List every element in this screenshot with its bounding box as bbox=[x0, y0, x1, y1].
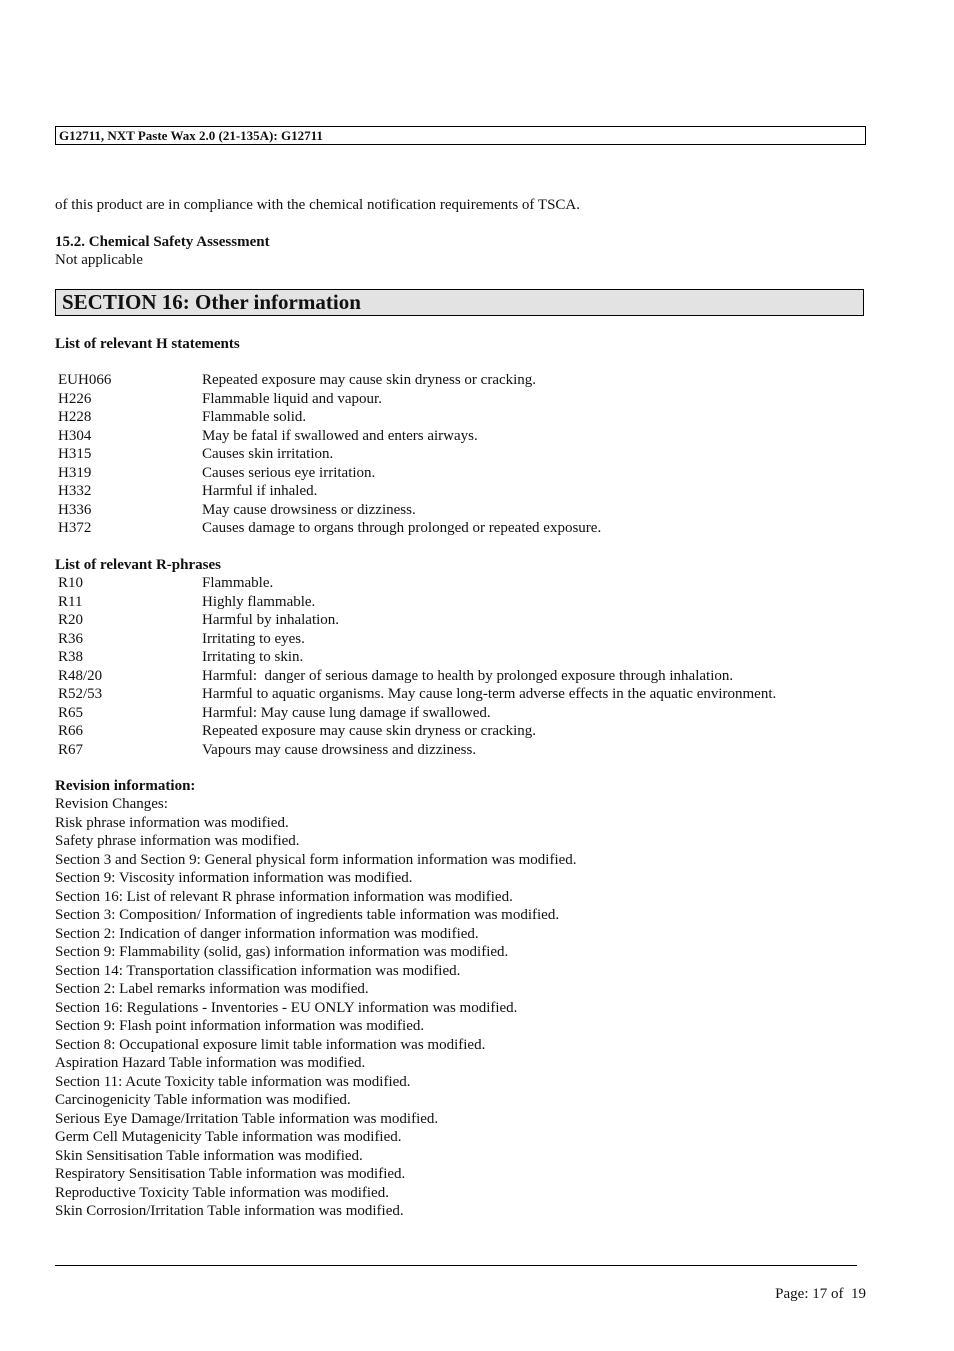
product-title: G12711, NXT Paste Wax 2.0 (21-135A): G12711 bbox=[59, 128, 323, 143]
r-text: Vapours may cause drowsiness and dizziness. bbox=[202, 741, 477, 758]
page-number: Page: 17 of 19 bbox=[775, 1286, 866, 1302]
h-code: EUH066 bbox=[58, 372, 112, 388]
r-text: Harmful: May cause lung damage if swallowed. bbox=[202, 704, 491, 721]
r-code: R10 bbox=[58, 575, 84, 591]
r-code: R20 bbox=[58, 612, 84, 628]
revision-line: Carcinogenicity Table information was modified. bbox=[55, 1092, 351, 1108]
revision-line: Risk phrase information was modified. bbox=[55, 814, 289, 831]
r-code: R11 bbox=[58, 593, 83, 610]
r-text: Repeated exposure may cause skin dryness or cracking. bbox=[202, 723, 537, 739]
revision-line: Section 8: Occupational exposure limit table information was modified. bbox=[55, 1036, 486, 1053]
h-text: Flammable solid. bbox=[202, 409, 307, 425]
h-code: H315 bbox=[58, 446, 92, 462]
revision-heading: Revision information: bbox=[55, 778, 196, 794]
r-text: Harmful: danger of serious damage to health by prolonged exposure through inhalation. bbox=[202, 667, 734, 684]
r-code: R66 bbox=[58, 723, 84, 739]
h-text: Repeated exposure may cause skin dryness or cracking. bbox=[202, 372, 537, 388]
r-code: R52/53 bbox=[58, 686, 103, 702]
revision-line: Section 3: Composition/ Information of ingredients table information was modified. bbox=[55, 907, 560, 923]
revision-line: Germ Cell Mutagenicity Table information was modified. bbox=[55, 1129, 402, 1145]
h-code: H304 bbox=[58, 427, 92, 444]
h-code: H226 bbox=[58, 390, 92, 407]
r-code: R38 bbox=[58, 649, 84, 665]
h-statements-heading: List of relevant H statements bbox=[55, 336, 240, 352]
revision-line: Section 16: List of relevant R phrase information information was modified. bbox=[55, 888, 513, 905]
r-text: Highly flammable. bbox=[202, 593, 316, 610]
revision-line: Section 16: Regulations - Inventories - EU ONLY information was modified. bbox=[55, 999, 518, 1016]
r-text: Harmful to aquatic organisms. May cause long-term adverse effects in the aquatic environment. bbox=[202, 686, 777, 702]
r-phrases-heading: List of relevant R-phrases bbox=[55, 557, 221, 573]
revision-line: Aspiration Hazard Table information was modified. bbox=[55, 1055, 366, 1071]
h-text: Causes skin irritation. bbox=[202, 446, 334, 462]
r-code: R48/20 bbox=[58, 667, 103, 684]
h-text: Causes serious eye irritation. bbox=[202, 464, 376, 481]
section-title: SECTION 16: Other information bbox=[62, 290, 361, 314]
revision-line: Section 2: Indication of danger information information was modified. bbox=[55, 925, 479, 942]
revision-line: Section 14: Transportation classification information was modified. bbox=[55, 962, 461, 979]
revision-line: Safety phrase information was modified. bbox=[55, 833, 300, 849]
h-code: H228 bbox=[58, 409, 92, 425]
revision-line: Revision Changes: bbox=[55, 796, 168, 812]
revision-line: Serious Eye Damage/Irritation Table information was modified. bbox=[55, 1110, 439, 1127]
r-code: R36 bbox=[58, 630, 84, 647]
r-text: Irritating to eyes. bbox=[202, 630, 305, 647]
h-code: H319 bbox=[58, 464, 92, 481]
h-code: H336 bbox=[58, 501, 92, 518]
document-header bbox=[55, 126, 866, 145]
r-text: Irritating to skin. bbox=[202, 649, 304, 665]
revision-line: Skin Corrosion/Irritation Table information was modified. bbox=[55, 1203, 404, 1219]
h-text: Causes damage to organs through prolonged or repeated exposure. bbox=[202, 520, 602, 536]
r-text: Flammable. bbox=[202, 575, 274, 591]
r-code: R65 bbox=[58, 704, 84, 721]
revision-line: Section 9: Viscosity information information was modified. bbox=[55, 870, 413, 886]
revision-line: Section 11: Acute Toxicity table information was modified. bbox=[55, 1073, 411, 1090]
revision-line: Section 9: Flammability (solid, gas) information information was modified. bbox=[55, 944, 509, 960]
chemical-safety-heading: 15.2. Chemical Safety Assessment bbox=[55, 234, 270, 250]
h-text: Harmful if inhaled. bbox=[202, 483, 318, 499]
revision-line: Section 3 and Section 9: General physical form information information was modified. bbox=[55, 851, 577, 868]
revision-line: Skin Sensitisation Table information was modified. bbox=[55, 1147, 363, 1164]
tsca-compliance-text: of this product are in compliance with the chemical notification requirements of TSCA. bbox=[55, 197, 580, 213]
footer-divider bbox=[55, 1265, 857, 1266]
h-code: H332 bbox=[58, 483, 92, 499]
chemical-safety-value: Not applicable bbox=[55, 252, 143, 268]
revision-line: Respiratory Sensitisation Table information was modified. bbox=[55, 1166, 406, 1182]
revision-line: Section 2: Label remarks information was modified. bbox=[55, 981, 369, 997]
h-code: H372 bbox=[58, 520, 92, 536]
h-text: Flammable liquid and vapour. bbox=[202, 390, 382, 407]
r-code: R67 bbox=[58, 741, 84, 758]
revision-line: Section 9: Flash point information information was modified. bbox=[55, 1018, 425, 1034]
h-text: May cause drowsiness or dizziness. bbox=[202, 501, 416, 518]
section-16-header bbox=[55, 289, 864, 316]
r-text: Harmful by inhalation. bbox=[202, 612, 340, 628]
h-text: May be fatal if swallowed and enters airways. bbox=[202, 427, 478, 444]
revision-line: Reproductive Toxicity Table information was modified. bbox=[55, 1184, 389, 1201]
